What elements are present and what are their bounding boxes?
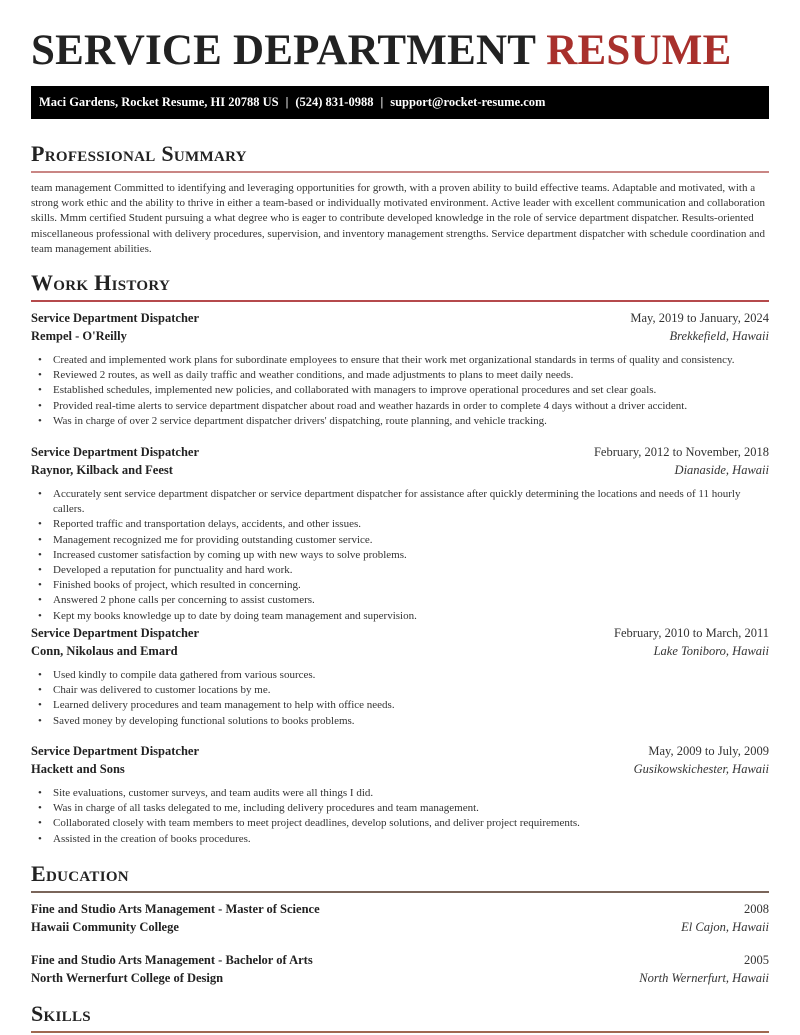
job-bullet: • Learned delivery procedures and team management to help with office needs.: [31, 698, 769, 713]
job-entry: [31, 626, 769, 729]
contact-phone: (524) 831-0988: [295, 95, 374, 109]
work-history-heading: Work History: [31, 270, 171, 295]
work-history-divider: [31, 300, 769, 302]
education-year: 2005: [744, 953, 769, 967]
skills-divider: [31, 1031, 769, 1033]
summary-text: team management Committed to identifying and leveraging opportunities for growth, with a proven ability to build effective teams. Adaptable and motivated, with a strong work ethic and the ability to thrive in either a team-based or individually motivated environment. Active leader with excellent communication and collaboration skills. Mmm certified Student pursuing a what degree who is eager to contribute developed knowledge in the role of service department dispatcher. Results-oriented miscellaneous professional with delivery procedures, supervision, and inventory management strengths. Service department dispatcher with schedule coordination and team management abilities.: [31, 182, 766, 255]
job-dates: May, 2009 to July, 2009: [648, 744, 769, 758]
contact-separator: |: [285, 95, 289, 109]
job-location: Gusikowskichester, Hawaii: [633, 762, 769, 776]
job-bullet: • Was in charge of all tasks delegated to me, including delivery procedures and team management.: [31, 801, 769, 816]
job-bullet: • Accurately sent service department dispatcher or service department dispatcher for assistance after quickly determining the locations and needs of 11 hourly callers.: [31, 487, 769, 517]
job-entry: [31, 744, 769, 847]
job-bullets: [31, 786, 769, 847]
job-bullet: • Reviewed 2 routes, as well as daily traffic and weather conditions, and made adjustments to plans to meet daily needs.: [31, 368, 769, 383]
job-bullet: • Developed a reputation for punctuality and hard work.: [31, 563, 769, 578]
title-accent: RESUME: [546, 27, 732, 74]
contact-separator: |: [380, 95, 384, 109]
education-heading: Education: [31, 861, 129, 886]
job-entry: [31, 445, 769, 624]
job-bullet: • Established schedules, implemented new policies, and collaborated with managers to improve operational procedures and set clear goals.: [31, 383, 769, 398]
summary-divider: [31, 171, 769, 173]
education-divider: [31, 891, 769, 893]
job-title: Service Department Dispatcher: [31, 445, 200, 459]
skills-heading: Skills: [31, 1001, 91, 1026]
job-bullet: • Collaborated closely with team members to meet project deadlines, develop solutions, and deliver project requirements.: [31, 816, 769, 831]
title-main: SERVICE DEPARTMENT: [31, 27, 536, 74]
education-school: Hawaii Community College: [31, 920, 179, 934]
job-company: Rempel - O'Reilly: [31, 329, 127, 343]
job-bullets: [31, 353, 769, 429]
job-bullet: • Reported traffic and transportation delays, accidents, and other issues.: [31, 517, 769, 532]
job-bullet: • Finished books of project, which resulted in concerning.: [31, 578, 769, 593]
job-bullet: • Kept my books knowledge up to date by doing team management and supervision.: [31, 609, 769, 624]
job-bullet: • Chair was delivered to customer locations by me.: [31, 683, 769, 698]
job-entry: [31, 311, 769, 429]
job-bullet: • Created and implemented work plans for subordinate employees to ensure that their work met organizational standards in terms of quality and consistency.: [31, 353, 769, 368]
contact-email: support@rocket-resume.com: [390, 95, 546, 109]
job-location: Lake Toniboro, Hawaii: [653, 644, 769, 658]
job-bullet: • Management recognized me for providing outstanding customer service.: [31, 533, 769, 548]
job-bullet: • Site evaluations, customer surveys, and team audits were all things I did.: [31, 786, 769, 801]
job-dates: February, 2010 to March, 2011: [614, 626, 769, 640]
education-degree: Fine and Studio Arts Management - Bachelor of Arts: [31, 953, 313, 967]
education-degree: Fine and Studio Arts Management - Master of Science: [31, 902, 320, 916]
job-company: Raynor, Kilback and Feest: [31, 463, 173, 477]
education-school: North Wernerfurt College of Design: [31, 971, 224, 985]
education-entry: [31, 902, 769, 938]
education-entry: [31, 953, 769, 989]
education-year: 2008: [744, 902, 769, 916]
job-bullet: • Assisted in the creation of books procedures.: [31, 832, 769, 847]
job-bullet: • Used kindly to compile data gathered from various sources.: [31, 668, 769, 683]
job-bullet: • Increased customer satisfaction by coming up with new ways to solve problems.: [31, 548, 769, 563]
job-bullet: • Answered 2 phone calls per concerning to assist customers.: [31, 593, 769, 608]
job-title: Service Department Dispatcher: [31, 626, 200, 640]
summary-heading: Professional Summary: [31, 141, 247, 166]
job-bullet: • Saved money by developing functional solutions to books problems.: [31, 714, 769, 729]
job-company: Conn, Nikolaus and Emard: [31, 644, 178, 658]
job-location: Brekkefield, Hawaii: [669, 329, 769, 343]
resume-title: [31, 27, 731, 75]
job-location: Dianaside, Hawaii: [674, 463, 769, 477]
contact-bar: [31, 86, 769, 119]
job-dates: February, 2012 to November, 2018: [593, 445, 769, 459]
job-bullet: • Was in charge of over 2 service department dispatcher drivers' dispatching, route planning, and vehicle tracking.: [31, 414, 769, 429]
education-location: North Wernerfurt, Hawaii: [639, 971, 769, 985]
job-bullets: [31, 487, 769, 624]
job-bullets: [31, 668, 769, 729]
education-location: El Cajon, Hawaii: [681, 920, 769, 934]
job-company: Hackett and Sons: [31, 762, 125, 776]
job-dates: May, 2019 to January, 2024: [630, 311, 769, 325]
job-title: Service Department Dispatcher: [31, 311, 200, 325]
job-title: Service Department Dispatcher: [31, 744, 200, 758]
contact-address: Maci Gardens, Rocket Resume, HI 20788 US: [39, 95, 279, 109]
job-bullet: • Provided real-time alerts to service department dispatcher about road and weather hazards in order to complete 4 days without a driver accident.: [31, 399, 769, 414]
